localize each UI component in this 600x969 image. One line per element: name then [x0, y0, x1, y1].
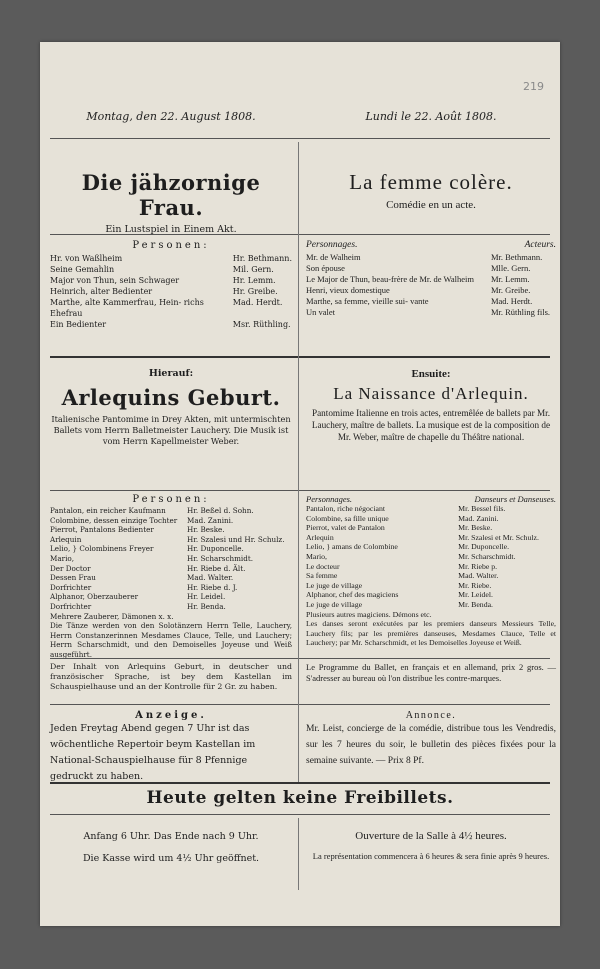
cast-row	[306, 600, 556, 610]
actor	[187, 612, 292, 622]
actor: Mr. Greibe.	[490, 285, 531, 295]
rule-play2-titles	[50, 490, 550, 491]
role: Mario,	[50, 553, 74, 563]
role: Marthe, sa femme, vieille sui- vante	[306, 296, 429, 306]
role: Colombine, sa fille unique	[306, 513, 389, 523]
cast-row	[50, 264, 292, 275]
role: Un valet	[306, 307, 336, 317]
role: Le docteur	[306, 561, 340, 571]
opening-time-french: Ouverture de la Salle à 4½ heures.	[355, 830, 507, 842]
cast-row	[306, 610, 556, 620]
actor: Mr. Riebe.	[458, 580, 492, 590]
play2-french	[306, 368, 556, 443]
rule-top	[50, 138, 550, 139]
actor: Hr. Benda.	[186, 601, 226, 611]
cast-row	[50, 506, 292, 516]
role: Pierrot, valet de Pantalon	[306, 523, 385, 533]
play1-title-german: Die jähzornige Frau.	[81, 170, 261, 220]
actor: Mr. Riebe p.	[458, 561, 498, 571]
notice-section	[50, 710, 556, 782]
rule-notice-end	[50, 782, 550, 784]
actor: Mr. Szalesi et Mr. Schulz.	[458, 532, 539, 542]
cast-row	[50, 516, 292, 526]
rule-cast2-end	[50, 658, 550, 659]
play2-german	[50, 368, 292, 447]
actor: Hr. Greibe.	[232, 287, 278, 296]
actor: Hr. Beske.	[186, 525, 225, 535]
role: Arlequin	[50, 534, 82, 544]
role: Le juge de village	[306, 599, 363, 609]
date-row	[50, 110, 550, 130]
play1-french	[306, 170, 556, 211]
actor: Hr. Scharschmidt.	[186, 553, 253, 563]
cast-row	[306, 274, 556, 285]
actor: Hr. Riebe d. Ält.	[186, 563, 246, 573]
play2-cast-french	[306, 494, 556, 648]
play1-german	[50, 170, 292, 235]
role: Dorfrichter	[50, 582, 92, 592]
cast-row	[50, 525, 292, 535]
actor: Mad. Walter.	[458, 571, 499, 581]
role: Pierrot, Pantalons Bedienter	[50, 525, 154, 535]
actor	[458, 610, 556, 620]
role: Sa femme	[306, 571, 338, 581]
play1-title-french: La femme colère.	[349, 170, 513, 194]
play2-cast-german	[50, 494, 292, 660]
cast-row	[306, 581, 556, 591]
role: Mr. de Walheim	[306, 252, 361, 262]
cast-row	[306, 562, 556, 572]
play1-cast-heading-french	[306, 240, 556, 250]
box-office-german: Die Kasse wird um 4½ Uhr geöffnet.	[82, 853, 260, 864]
play1-cast-german	[50, 240, 292, 330]
notice-french	[306, 710, 556, 769]
notice-german	[50, 710, 292, 785]
cast-row	[306, 252, 556, 263]
actor: Mr. Bethmann.	[490, 252, 543, 262]
cast-row	[306, 296, 556, 307]
cast-row	[306, 571, 556, 581]
cast-row	[306, 552, 556, 562]
play2-cast-table-french	[306, 504, 556, 619]
cast-row	[50, 602, 292, 612]
cast-row	[50, 286, 292, 297]
play1-subtitle-french: Comédie en un acte.	[386, 199, 476, 211]
play2-cast-table-german	[50, 506, 292, 621]
actor: Mil. Gern.	[232, 265, 274, 274]
play1-cast-table-french	[306, 252, 556, 318]
actor: Mad. Herdt.	[232, 298, 283, 307]
program-note	[50, 662, 556, 702]
notice-text-german: Jeden Freytag Abend gegen 7 Uhr ist das wöchentliche Repertoir beym Kastellan im National-Schauspielhause für 8 Pfennige gedruckt zu haben.	[50, 723, 256, 782]
dancers-german: Die Tänze werden von den Solotänzern Herrn Telle, Lauchery, Herrn Constanzerinnen Mesdames Clauce, Telle, und Lauchery; Herrn Scharschmidt, und den Demoiselles Joyeuse und Weiß ausgeführt.	[50, 621, 292, 659]
play1-cast-table-german	[50, 253, 292, 330]
role: Dorfrichter	[50, 601, 92, 611]
play2-title-german: Arlequins Geburt.	[61, 385, 281, 410]
personnages-heading: Personnages.	[306, 494, 353, 504]
play2-cast-heading-french	[306, 494, 556, 504]
cast-row	[50, 297, 292, 319]
rule-program-end	[50, 704, 550, 705]
start-time-german: Anfang 6 Uhr. Das Ende nach 9 Uhr.	[83, 831, 259, 842]
cast-row	[50, 544, 292, 554]
acteurs-heading: Acteurs.	[524, 240, 556, 250]
actor: Hr. Bethmann.	[232, 254, 292, 263]
role: Heinrich, alter Bedienter	[50, 287, 153, 296]
footer-french	[306, 826, 556, 862]
program-note-german: Der Inhalt von Arlequins Geburt, in deutscher und französischer Sprache, ist bey dem Kastellan im Schauspielhause und an der Kontrolle für 2 Gr. zu haben.	[50, 662, 292, 691]
cast-row	[50, 319, 292, 330]
cast-row	[306, 263, 556, 274]
cast-row	[50, 535, 292, 545]
cast-row	[50, 583, 292, 593]
role: Pantalon, riche négociant	[306, 504, 386, 513]
play1-cast-french	[306, 240, 556, 318]
cast-row	[306, 542, 556, 552]
play2-desc-german: Italienische Pantomime in Drey Akten, mit untermischten Ballets vom Herrn Balletmeister Lauchery. Die Musik ist vom Herrn Kapellmeister Weber.	[51, 414, 291, 446]
cast-row	[306, 504, 556, 514]
notice-text-french: Mr. Leist, concierge de la comédie, distribue tous les Vendredis, sur les 7 heures du soir, le bulletin des pièces fixées pour la semaine suivante. — Prix 8 Pf.	[306, 724, 556, 766]
play2-header	[50, 368, 550, 498]
actor: Hr. Szalesi und Hr. Schulz.	[186, 534, 285, 544]
role: Henri, vieux domestique	[306, 285, 390, 295]
cast-row	[50, 573, 292, 583]
play1-titles	[50, 170, 550, 235]
actor: Hr. Leidel.	[186, 592, 226, 602]
play1-cast	[50, 240, 556, 352]
no-free-tickets-banner: Heute gelten keine Freibillets.	[146, 788, 454, 808]
cast-row	[306, 533, 556, 543]
cast-row	[50, 554, 292, 564]
play2-intro-german: Hierauf:	[148, 368, 194, 379]
role: Le Major de Thun, beau-frère de Mr. de Walheim	[306, 274, 474, 284]
actor: Mr. Rüthling fils.	[490, 307, 551, 317]
danseurs-heading: Danseurs et Danseuses.	[474, 494, 556, 504]
cast-row	[306, 285, 556, 296]
actor: Mlle. Gern.	[490, 263, 531, 273]
actor: Mr. Lemm.	[490, 274, 530, 284]
archive-number: 219	[523, 80, 544, 93]
cast-row	[50, 612, 292, 622]
actor: Mr. Beske.	[458, 523, 493, 533]
play1-cast-heading-german: Personen:	[132, 240, 210, 251]
playbill-sheet	[40, 42, 560, 926]
actor: Mr. Duponcelle.	[458, 542, 510, 552]
rule-play1-end	[50, 356, 550, 358]
role: Lelio, } Colombinens Freyer	[50, 544, 154, 554]
dancers-french: Les danses seront exécutées par les premiers danseurs Messieurs Telle, Lauchery fils; par les premières danseuses, Mesdames Clauce, Telle et Lauchery; par Mr. Scharschmidt, et les Demoiselles Joyeuse et Weiß.	[306, 619, 556, 648]
footer-section	[50, 826, 550, 886]
role: Plusieurs autres magiciens. Démons etc.	[306, 609, 432, 619]
actor: Msr. Rüthling.	[232, 320, 291, 329]
cast-row	[50, 592, 292, 602]
role: Le juge de village	[306, 580, 363, 590]
actor: Hr. Beßel d. Sohn.	[186, 506, 254, 515]
date-german: Montag, den 22. August 1808.	[86, 110, 256, 123]
role: Alphanor, Oberzauberer	[50, 592, 139, 602]
actor: Mr. Benda.	[458, 599, 494, 609]
role: Seine Gemahlin	[50, 265, 115, 274]
cast-row	[306, 307, 556, 318]
role: Marthe, alte Kammerfrau, Hein- richs Ehefrau	[50, 298, 204, 318]
actor: Hr. Lemm.	[232, 276, 276, 285]
actor: Mad. Herdt.	[490, 296, 533, 306]
role: Son épouse	[306, 263, 345, 273]
actor: Mr. Scharschmidt.	[458, 551, 516, 561]
role: Mehrere Zauberer, Dämonen x. x.	[50, 611, 174, 621]
column-divider	[298, 142, 299, 782]
play2-desc-french: Pantomime Italienne en trois actes, entremêlée de ballets par Mr. Lauchery, maître de ballets. La musique est de la composition de Mr. Weber, maître de chapelle du Théâtre national.	[311, 408, 551, 442]
footer-column-divider	[298, 818, 299, 890]
role: Arlequin	[306, 532, 334, 542]
role: Ein Bedienter	[50, 320, 107, 329]
role: Alphanor, chef des magiciens	[306, 590, 399, 600]
play1-subtitle-german: Ein Lustspiel in Einem Akt.	[105, 224, 237, 235]
play2-title-french: La Naissance d'Arlequin.	[333, 384, 529, 403]
role: Der Doctor	[50, 563, 91, 573]
cast-row	[306, 514, 556, 524]
actor: Mad. Walter.	[186, 573, 234, 583]
actor: Mr. Bessel fils.	[458, 504, 506, 513]
play2-intro-french: Ensuite:	[411, 368, 451, 380]
actor: Mad. Zanini.	[458, 513, 499, 523]
actor: Hr. Duponcelle.	[186, 544, 244, 554]
cast-row	[306, 523, 556, 533]
date-french: Lundi le 22. Août 1808.	[365, 110, 497, 123]
role: Dessen Frau	[50, 573, 96, 583]
role: Major von Thun, sein Schwager	[50, 276, 180, 285]
personnages-heading: Personnages.	[306, 240, 358, 250]
notice-heading-french: Annonce.	[405, 710, 457, 721]
rule-play1-titles	[50, 234, 550, 235]
cast-row	[50, 253, 292, 264]
actor: Hr. Riebe d. J.	[186, 582, 238, 592]
cast-row	[50, 564, 292, 574]
actor: Mad. Zanini.	[186, 515, 234, 525]
cast-row	[306, 590, 556, 600]
performance-time-french: La représentation commencera à 6 heures & sera finie après 9 heures.	[312, 851, 550, 861]
role: Colombine, dessen einzige Tochter	[50, 515, 178, 525]
role: Mario,	[306, 551, 328, 561]
role: Pantalon, ein reicher Kaufmann	[50, 506, 166, 515]
play2-cast-heading-german: Personen:	[132, 494, 210, 505]
notice-heading-german: Anzeige.	[135, 710, 207, 721]
actor: Mr. Leidel.	[458, 590, 494, 600]
rule-banner-end	[50, 814, 550, 815]
program-note-french: Le Programme du Ballet, en français et en allemand, prix 2 gros. — S'adresser au bureau où l'on distribue les contre-marques.	[306, 662, 556, 683]
role: Lelio, } amans de Colombine	[306, 542, 398, 552]
cast-row	[50, 275, 292, 286]
footer-german	[50, 826, 292, 870]
play2-cast	[50, 494, 556, 659]
role: Hr. von Waßlheim	[50, 254, 123, 263]
